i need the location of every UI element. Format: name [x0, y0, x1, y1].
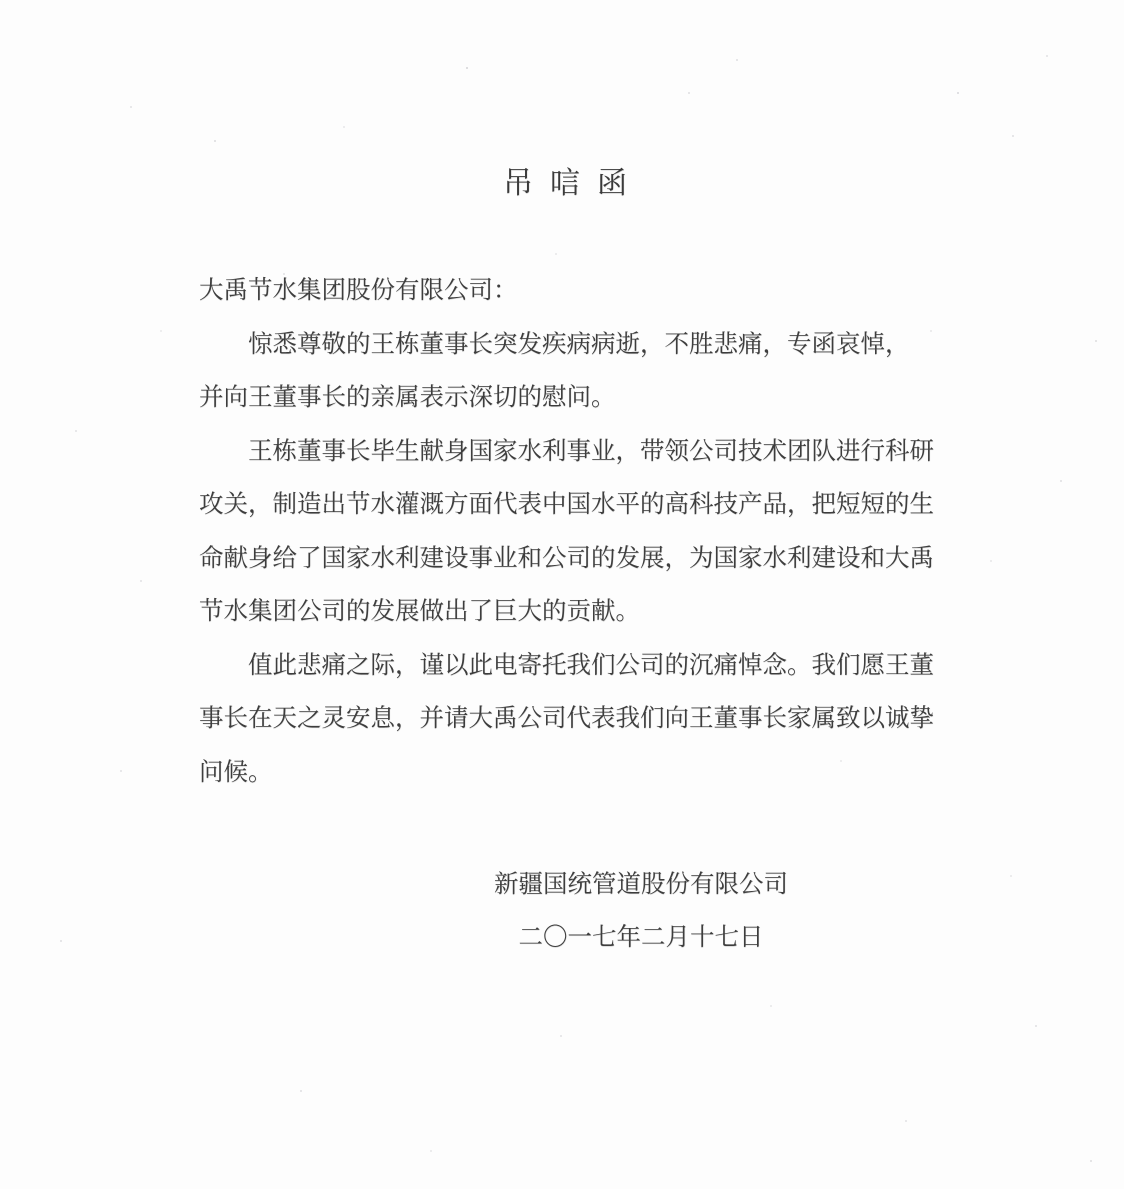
body-line: 惊悉尊敬的王栋董事长突发疾病病逝，不胜悲痛，专函哀悼，	[199, 328, 910, 358]
body-line: 问候。	[199, 756, 273, 786]
body-line: 事长在天之灵安息，并请大禹公司代表我们向王董事长家属致以诚挚	[199, 703, 934, 732]
scan-noise-speckles	[0, 0, 2, 2]
body-line: 攻关，制造出节水灌溉方面代表中国水平的高科技产品，把短短的生	[199, 489, 934, 518]
body-line: 命献身给了国家水利建设事业和公司的发展，为国家水利建设和大禹	[199, 542, 934, 572]
letter-title: 吊唁函	[503, 166, 644, 201]
recipient-line: 大禹节水集团股份有限公司：	[199, 275, 518, 304]
letter-body	[199, 263, 959, 798]
body-line: 值此悲痛之际，谨以此电寄托我们公司的沉痛悼念。我们愿王董	[199, 649, 934, 679]
body-line: 王栋董事长毕生献身国家水利事业，带领公司技术团队进行科研	[199, 435, 934, 465]
body-line: 并向王董事长的亲属表示深切的慰问。	[199, 382, 616, 411]
signature-block	[401, 857, 881, 963]
body-line: 节水集团公司的发展做出了巨大的贡献。	[199, 596, 640, 625]
sender-name: 新疆国统管道股份有限公司	[494, 869, 788, 898]
letter-date: 二〇一七年二月十七日	[518, 922, 764, 951]
